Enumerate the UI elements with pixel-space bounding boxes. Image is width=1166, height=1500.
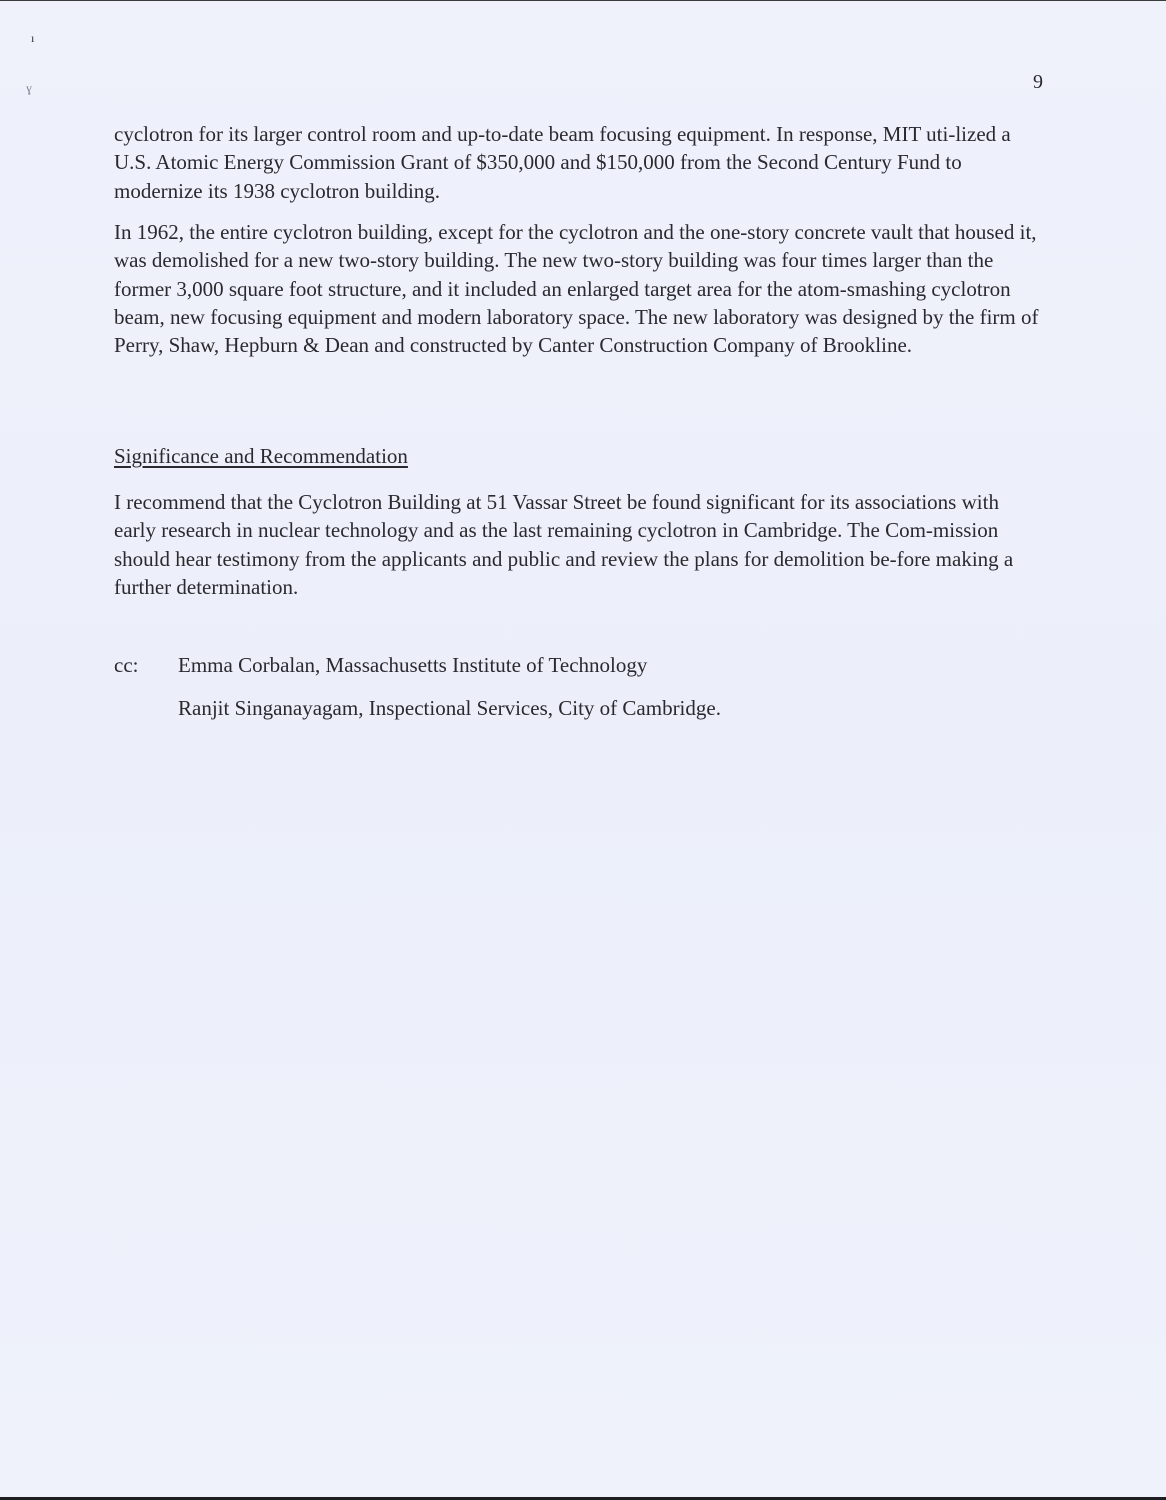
paragraph-history-1: cyclotron for its larger control room and up-to-date beam focusing equipment. In response, MIT uti-lized a U.S. Atomic Energy Commission Grant of $350,000 and $150,000 from the Second Century Fund to modernize its 1938 cyclotron building. (114, 122, 1011, 203)
cc-recipient: Emma Corbalan, Massachusetts Institute of Technology (178, 653, 648, 677)
page-number: 9 (1033, 71, 1043, 93)
scan-mark: ɣ (26, 81, 32, 95)
section-heading: Significance and Recommendation (114, 444, 408, 468)
cc-label: cc: (114, 653, 139, 677)
paragraph-recommendation: I recommend that the Cyclotron Building at 51 Vassar Street be found significant for its associations with early research in nuclear technology and as the last remaining cyclotron in Cambridge. The Com-mission should hear testimony from the applicants and public and review the plans for demolition be-fore making a further determination. (114, 490, 1014, 599)
scan-mark: ı (31, 31, 35, 45)
cc-recipient: Ranjit Singanayagam, Inspectional Services, City of Cambridge. (178, 696, 721, 720)
paragraph-history-2: In 1962, the entire cyclotron building, except for the cyclotron and the one-story concrete vault that housed it, was demolished for a new two-story building. The new two-story building was four times larger than the former 3,000 square foot structure, and it included an enlarged target area for the atom-smashing cyclotron beam, new focusing equipment and modern laboratory space. The new laboratory was designed by the firm of Perry, Shaw, Hepburn & Dean and constructed by Canter Construction Company of Brookline. (114, 220, 1039, 358)
